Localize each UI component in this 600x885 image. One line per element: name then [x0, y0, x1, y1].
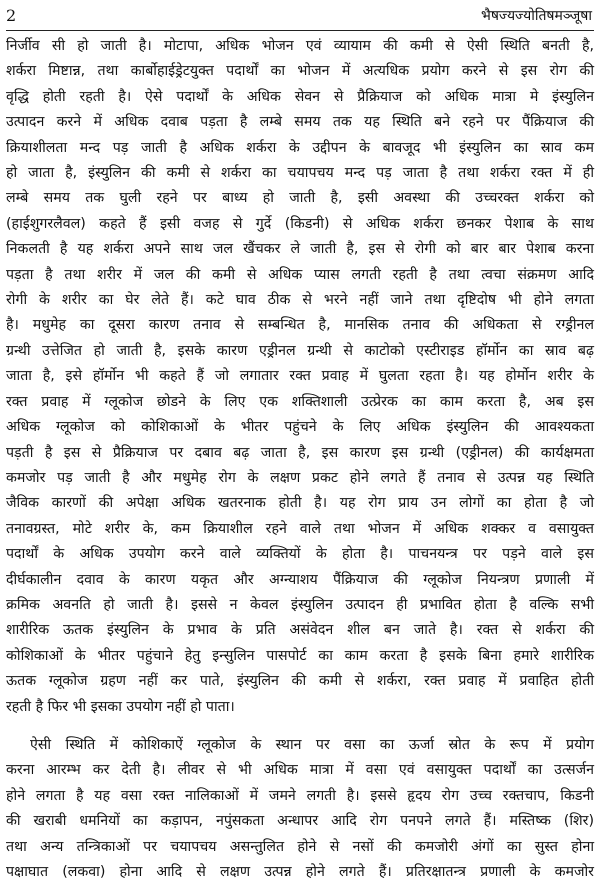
text-line: रोगी के शरीर का घेर लेते हैं। कटे घाव ठीक से भरने नहीं जाने तथा दृष्टिदोष भी होने लगता — [6, 292, 594, 309]
body-text — [6, 34, 594, 885]
text-line: पक्षाघात (लकवा) होना आदि से लक्षण उत्पन्न होने लगते हैं। प्रतिरक्षातन्त्र प्रणाली के कमजोर — [6, 864, 594, 880]
text-line: (हाईशुगरलैवल) कहते हैं इसी वजह से गुर्दे (किडनी) से अधिक शर्करा छनकर पेशाब के साथ — [6, 215, 594, 232]
text-line: उत्पादन करने में अधिक दवाब पड़ता है लम्बे समय तक यह स्थिति बने रहने पर पैंक्रियाज की — [6, 114, 594, 131]
text-line: पदार्थों के अधिक उपयोग करने वाले व्यक्तियों के होता है। पाचनयन्त्र पर पड़ने वाले इस — [6, 546, 594, 563]
text-line: रहती है फिर भी इसका उपयोग नहीं हो पाता। — [6, 698, 235, 715]
text-line: जाता है, इसे हॉर्मोन भी कहते हैं जो लगातार रक्त प्रवाह में घुलता रहता है। यह होर्मोन शरीर के — [6, 368, 594, 385]
text-line: क्रमिक अवनति हो जाती है। इससे न केवल इंस्युलिन उत्पादन ही प्रभावित होता है वल्कि सभी — [6, 596, 594, 613]
text-line: ऐसी स्थिति में कोशिकाऐं ग्लूकोज के स्थान पर वसा का ऊर्जा स्रोत के रूप में प्रयोग — [30, 736, 594, 753]
text-line: शारीरिक ऊतक इंस्युलिन के प्रभाव के प्रति असंवेदन शील बन जाते है। रक्त से शर्करा की — [6, 622, 594, 639]
text-line: जैविक कारणों की अपेक्षा अधिक खतरनाक होती है। यह रोग प्राय उन लोगों का होता है जो — [6, 495, 594, 512]
text-line: होने लगता है यह वसा रक्त नालिकाओं में जमने लगती है। इससे हृदय रोग उच्च रक्तचाप, किडनी — [6, 787, 594, 804]
text-line: तनावग्रस्त, मोटे शरीर के, कम क्रियाशील रहने वाले तथा भोजन में अधिक शक्कर व वसायुक्त — [6, 520, 594, 537]
text-line: ग्रन्थी उत्तेजित हो जाती है, इसके कारण एड्रीनल ग्रन्थी से काटोको एस्टीराइड हॉर्मोन का स्राव बढ़ — [6, 342, 594, 359]
text-line: लम्बे समय तक घुली रहने पर बाध्य हो जाती है, इसी अवस्था की उच्चरक्त शर्करा को — [6, 190, 594, 207]
text-line: निर्जीव सी हो जाती है। मोटापा, अधिक भोजन एवं व्यायाम की कमी से ऐसी स्थिति बनती है, — [6, 38, 594, 54]
running-title: भैषज्यज्योतिषमञ्जूषा — [481, 8, 592, 24]
text-line: पड़ता है तथा शरीर में जल की कमी से अधिक प्यास लगती रहती है तथा त्वचा संक्रमण आदि — [6, 266, 594, 283]
text-line: पड़ती है इस से प्रैक्रियाज पर दबाव बढ़ जाता है, इस कारण इस ग्रन्थी (एड्रीनल) की कार्यक्षमता — [6, 444, 594, 461]
page-header — [6, 2, 592, 32]
text-line: कोशिकाओं के भीतर पहुंचाने हेतु इन्सुलिन पासपोर्ट का काम करता है इसके बिना हमारे शारीरिक — [6, 647, 594, 664]
text-line: कमजोर पड़ जाती है और मधुमेह रोग के लक्षण प्रकट होने लगते हैं तनाव से उत्पन्न यह स्थिति — [6, 469, 594, 486]
text-line: हो जाता है, इंस्युलिन की कमी से शर्करा का चयापचय मन्द पड़ जाता है तथा शर्करा रक्त में ही — [6, 165, 594, 182]
text-line: वृद्धि होती रहती है। ऐसे पदार्थों के अधिक सेवन से प्रैक्रियाज को अधिक मात्रा मे इंस्युलिन — [6, 88, 594, 105]
page-number: 2 — [6, 6, 17, 25]
header-divider — [6, 30, 594, 31]
text-line: करना आरम्भ कर देती है। लीवर से भी अधिक मात्रा में वसा एवं वसायुक्त पदार्थों का उत्सर्जन — [6, 762, 594, 779]
text-line: तथा अन्य तन्त्रिकाओं पर चयापचय असन्तुलित होने से नसों की कमजोरी अंगों का सुस्त होना — [6, 838, 594, 855]
paragraph — [6, 34, 594, 720]
paragraph — [6, 733, 594, 885]
text-line: अधिक ग्लूकोज को कोशिकाओं के भीतर पहुंचने के लिए अधिक इंस्युलिन की आवश्यकता — [6, 419, 594, 436]
text-line: ऊतक ग्लूकोज ग्रहण नहीं कर पाते, इंस्युलिन की कमी से शर्करा, रक्त प्रवाह में प्रवाहित होती — [6, 673, 594, 690]
text-line: शर्करा मिष्टान्न, तथा कार्बोहाईड्रेटयुक्त पदार्थों का भोजन में अत्यधिक प्रयोग करने से इस रोग की — [6, 63, 594, 80]
text-line: रक्त प्रवाह में ग्लूकोज छोडने के लिए एक शक्तिशाली उत्प्रेरक का काम करता है, अब इस — [6, 393, 594, 410]
text-line: है। मधुमेह का दूसरा कारण तनाव से सम्बन्धित है, मानसिक तनाव की अधिकता से रग्ड्रीनल — [6, 317, 594, 334]
text-line: दीर्घकालीन दवाव के कारण यकृत और अग्न्याशय पैंक्रियाज की ग्लूकोज नियन्त्रण प्रणाली में — [6, 571, 594, 588]
text-line: की खराबी धमनियों का कड़ापन, नपुंसकता अन्धापर आदि रोग पनपने लगते हैं। मस्तिष्क (शिर) — [6, 813, 594, 830]
text-line: क्रियाशीलता मन्द पड़ जाती है अधिक शर्करा के उद्दीपन के बावजूद भी इंस्युलिन का स्राव कम — [6, 139, 594, 156]
text-line: निकलती है यह शर्करा अपने साथ जल खैंचकर ले जाती है, इस से रोगी को बार बार पेशाब करना — [6, 241, 594, 258]
